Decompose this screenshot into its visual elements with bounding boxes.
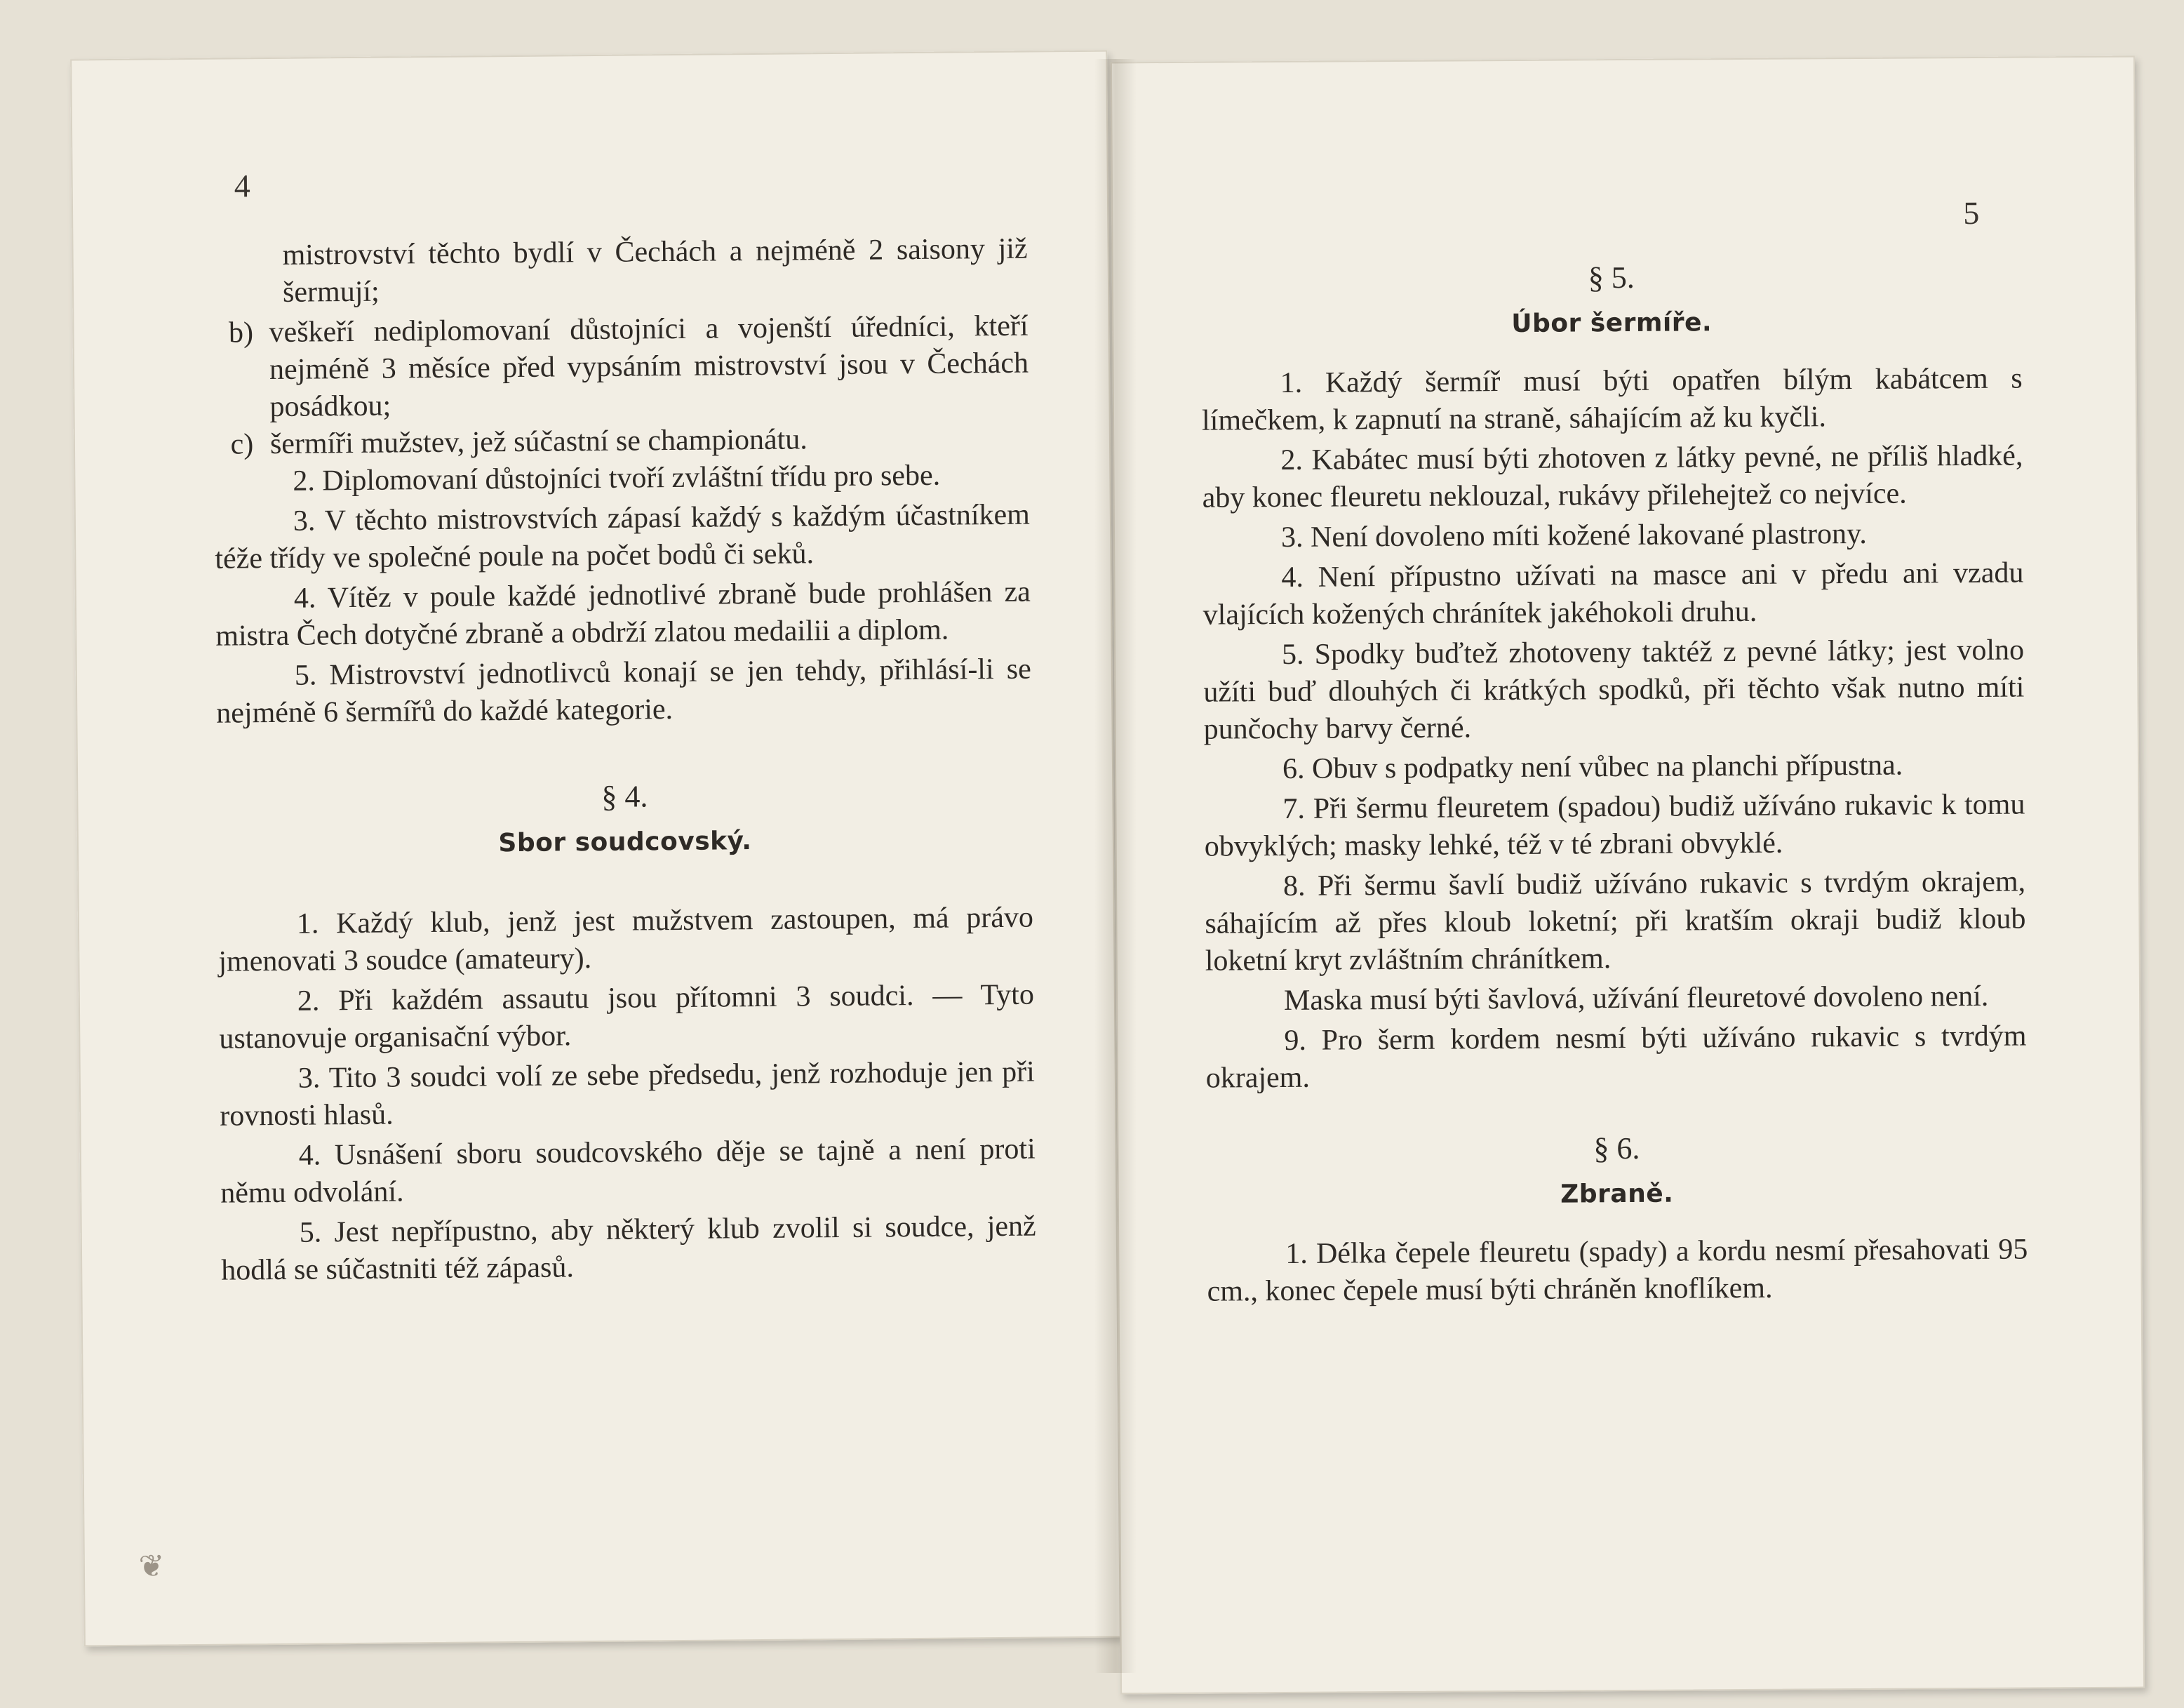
paragraph: 4. Vítěz v poule každé jednotlivé zbraně bude prohlášen za mistra Čech dotyčné zbraně a obdrží zlatou medailii a diplom. — [215, 575, 1031, 653]
section-6-mark: § 6. — [1593, 1130, 1640, 1166]
section-5-title: Úbor šermíře. — [1511, 308, 1713, 338]
paragraph: Maska musí býti šavlová, užívání fleuretové dovoleno není. — [1283, 980, 1989, 1017]
page-number-right: 5 — [1963, 194, 1980, 232]
left-page — [70, 51, 1121, 1647]
right-page-text — [1201, 257, 2028, 1314]
page-number-left: 4 — [234, 168, 250, 204]
section-6-title: Zbraně. — [1560, 1179, 1674, 1209]
paragraph: 2. Kabátec musí býti zhotoven z látky pevné, ne příliš hladké, aby konec fleuretu neklouzal, rukávy přilehejtež co nejvíce. — [1202, 439, 2023, 514]
paragraph: 1. Každý šermíř musí býti opatřen bílým kabátcem s límečkem, k zapnutí na straně, sáhajícím až ku kyčli. — [1201, 362, 2023, 437]
paragraph: 4. Není přípustno užívati na masce ani v předu ani vzadu vlajících kožených chránítek jakéhokoli druhu. — [1202, 556, 2024, 632]
book-gutter — [1094, 59, 1137, 1673]
section-4-title: Sbor soudcovský. — [498, 827, 752, 858]
paragraph: 1. Délka čepele fleuretu (spady) a kordu nesmí přesahovati 95 cm., konec čepele musí býti chráněn knoflíkem. — [1207, 1233, 2028, 1308]
list-item-b — [213, 308, 1029, 427]
paragraph: 5. Spodky buďtež zhotoveny taktéž z pevné látky; jest volno užíti buď dlouhých či krátkých spodků, při těchto však nutno míti punčochy barvy černé. — [1203, 634, 2025, 746]
paragraph: 2. Diplomovaní důstojníci tvoří zvláštní třídu pro sebe. — [293, 459, 941, 498]
paragraph: 3. V těchto mistrovstvích zápasí každý s každým účastníkem téže třídy ve společné poule na počet bodů či seků. — [215, 498, 1031, 575]
paragraph: 6. Obuv s podpatky není vůbec na planchi přípustna. — [1282, 749, 1903, 786]
section-5-mark: § 5. — [1588, 260, 1635, 295]
stamp-icon: ❦ — [138, 1549, 165, 1584]
paragraph-continued: mistrovství těchto bydlí v Čechách a nejméně 2 saisony již šermují; — [282, 232, 1028, 309]
paragraph: 3. Tito 3 soudci volí ze sebe předsedu, jenž rozhoduje jen při rovnosti hlasů. — [220, 1055, 1036, 1133]
paragraph: 8. Při šermu šavlí budiž užíváno rukavic s tvrdým okrajem, sáhajícím až přes kloub loketní; při kratším okraji budiž kloub loketní kryt zvláštním chránítkem. — [1205, 865, 2026, 978]
paragraph: 2. Při každém assautu jsou přítomni 3 soudci. — Tyto ustanovuje organisační výbor. — [219, 978, 1035, 1055]
list-marker: b) — [228, 316, 254, 349]
right-page — [1111, 56, 2145, 1695]
paragraph: 1. Každý klub, jenž jest mužstvem zastoupen, má právo jmenovati 3 soudce (amateury). — [218, 901, 1034, 978]
list-item-text: veškeří nediplomovaní důstojníci a vojenští úředníci, kteří nejméně 3 měsíce před vypsáním mistrovství jsou v Čechách posádkou; — [269, 309, 1029, 424]
paragraph: 5. Mistrovství jednotlivců konají se jen tehdy, přihlásí-li se nejméně 6 šermířů do každé kategorie. — [216, 653, 1031, 730]
left-page-text — [212, 231, 1036, 1293]
paragraph: 4. Usnášení sboru soudcovského děje se tajně a není proti němu odvolání. — [220, 1133, 1036, 1210]
paragraph: 7. Při šermu fleuretem (spadou) budiž užíváno rukavic k tomu obvyklých; masky lehké, též v té zbrani obvyklé. — [1204, 788, 2025, 863]
paragraph: 5. Jest nepřípustno, aby některý klub zvolil si soudce, jenž hodlá se súčastniti též zápasů. — [221, 1210, 1036, 1287]
paragraph: 3. Není dovoleno míti kožené lakované plastrony. — [1280, 517, 1867, 554]
list-item-text: šermíři mužstev, jež súčastní se championátu. — [269, 423, 808, 461]
section-4-mark: § 4. — [601, 779, 648, 814]
paragraph: 9. Pro šerm kordem nesmí býti užíváno rukavic s tvrdým okrajem. — [1205, 1020, 2027, 1095]
list-marker: c) — [230, 428, 254, 461]
